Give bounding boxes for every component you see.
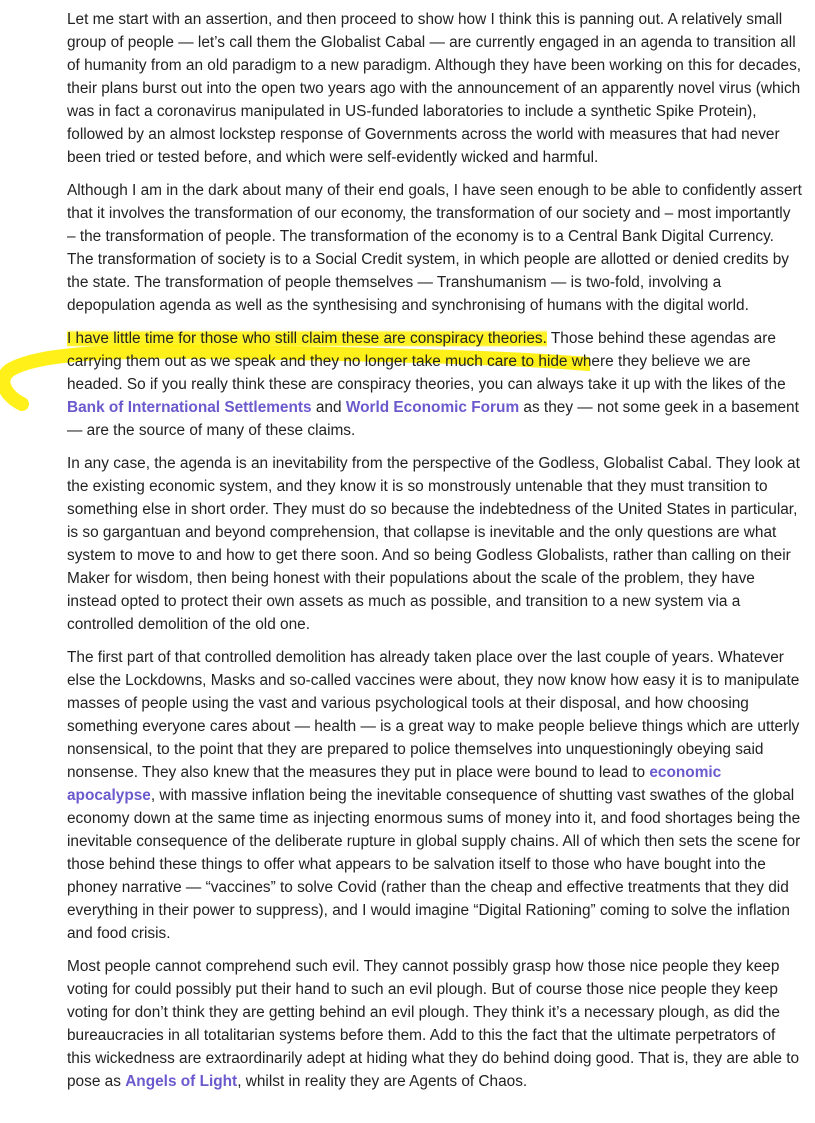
paragraph-3-text-3: as they — not some geek in a basement — are the source of many of these claims. [67,399,799,439]
paragraph-5-text-2: , with massive inflation being the inevitable consequence of shutting vast swathes of the global economy down at the same time as injecting enormous sums of money into it, and food shortages being the inevitable consequence of the deliberate rupture in global supply chains. All of which then sets the scene for those behind these things to offer what appears to be salvation itself to those who have bought into the phoney narrative — “vaccines” to solve Covid (rather than the cheap and effective treatments that they did everything in their power to suppress), and I would imagine “Digital Rationing” coming to solve the inflation and food crisis. [67,787,801,942]
link-economic-apocalypse[interactable]: economic apocalypse [67,764,722,804]
link-bank-of-international-settlements[interactable]: Bank of International Settlements [67,399,312,416]
highlighted-sentence: I have little time for those who still claim these are conspiracy theories. [67,330,547,347]
article-body [67,8,802,1103]
paragraph-3 [67,327,802,442]
paragraph-5-text-1: The first part of that controlled demolition has already taken place over the last couple of years. Whatever else the Lockdowns, Masks and so-called vaccines were about, they now know how easy it is to manipulate masses of people using the vast and various psychological tools at their disposal, and how choosing something everyone cares about — health — is a great way to make people believe things which are utterly nonsensical, to the point that they are prepared to police themselves into unquestioningly obeying said nonsense. They also knew that the measures they put in place were bound to lead to [67,649,800,781]
paragraph-6-text-1: Most people cannot comprehend such evil. They cannot possibly grasp how those nice people they keep voting for could possibly put their hand to such an evil plough. But of course those nice people they keep voting for don’t think they are getting behind an evil plough. They think it’s a necessary plough, as did the bureaucracies in all totalitarian systems before them. Add to this the fact that the ultimate perpetrators of this wickedness are extraordinarily adept at hiding what they do behind doing good. That is, they are able to pose as [67,958,800,1090]
link-angels-of-light[interactable]: Angels of Light [125,1073,238,1090]
paragraph-4: In any case, the agenda is an inevitability from the perspective of the Godless, Globalist Cabal. They look at the existing economic system, and they know it is so monstrously untenable that they must transition to something else in short order. They must do so because the indebtedness of the United States in particular, is so gargantuan and beyond comprehension, that collapse is inevitable and the only questions are what system to move to and how to get there soon. And so being Godless Globalists, rather than calling on their Maker for wisdom, then being honest with their populations about the scale of the problem, they have instead opted to protect their own assets as much as possible, and transition to a new system via a controlled demolition of the old one. [67,455,800,633]
paragraph-5 [67,646,802,945]
link-world-economic-forum[interactable]: World Economic Forum [345,399,520,416]
paragraph-3-text-2: and [311,399,346,416]
paragraph-6-text-2: , whilst in reality they are Agents of Chaos. [237,1073,528,1090]
paragraph-1: Let me start with an assertion, and then proceed to show how I think this is panning out. A relatively small group of people — let’s call them the Globalist Cabal — are currently engaged in an agenda to transition all of humanity from an old paradigm to a new paradigm. Although they have been working on this for decades, their plans burst out into the open two years ago with the announcement of an apparently novel virus (which was in fact a coronavirus manipulated in US-funded laboratories to include a synthetic Spike Protein), followed by an almost lockstep response of Governments across the world with measures that had never been tried or tested before, and which were self-evidently wicked and harmful. [67,11,802,166]
paragraph-3-text-1: Those behind these agendas are carrying them out as we speak and they no longer take much care to hide where they believe we are headed. So if you really think these are conspiracy theories, you can always take it up with the likes of the [67,330,786,393]
paragraph-6 [67,955,802,1093]
paragraph-2: Although I am in the dark about many of their end goals, I have seen enough to be able to confidently assert that it involves the transformation of our economy, the transformation of our society and – most importantly – the transformation of people. The transformation of the economy is to a Central Bank Digital Currency. The transformation of society is to a Social Credit system, in which people are allotted or denied credits by the state. The transformation of people themselves — Transhumanism — is two-fold, involving a depopulation agenda as well as the synthesising and synchronising of humans with the digital world. [67,182,802,314]
